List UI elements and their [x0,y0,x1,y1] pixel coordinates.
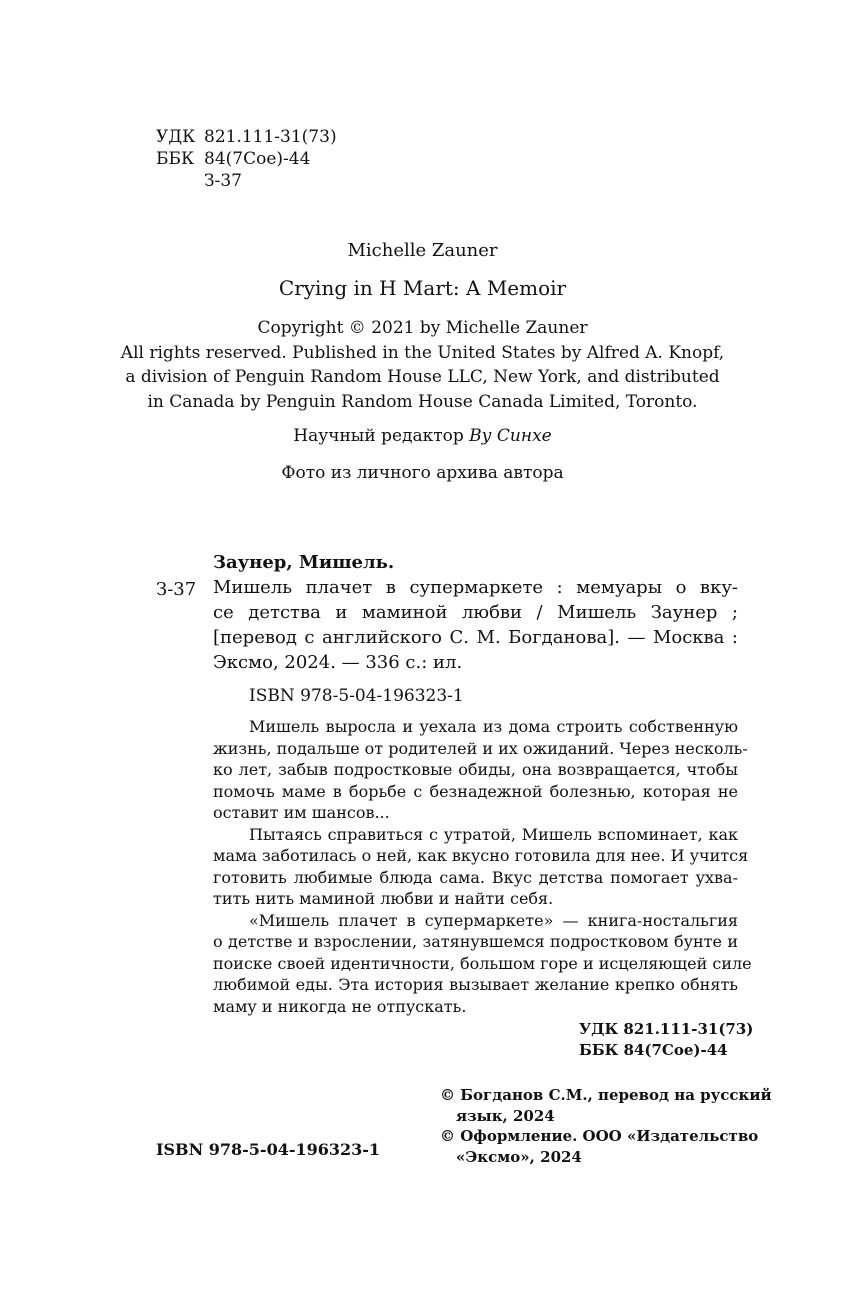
annotation-line: готовить любимые блюда сама. Вкус детства помогает ухва- [213,867,738,887]
bottom-isbn: ISBN 978-5-04-196323-1 [156,1140,381,1159]
copyright-line: Copyright © 2021 by Michelle Zauner [257,318,588,338]
catalog-description [213,575,738,675]
annotation [213,716,752,1017]
catalog-line: Эксмо, 2024. — 336 с.: ил. [213,652,463,673]
annotation-line: любимой еды. Эта история вызывает желание крепко обнять [213,975,738,994]
copyright-notice [0,316,845,414]
original-author: Michelle Zauner [347,240,498,261]
annotation-line: Мишель выросла и уехала из дома строить собственную [249,717,738,736]
bottom-bbk: ББК 84(7Сое)-44 [579,1041,728,1059]
catalog-isbn: ISBN 978-5-04-196323-1 [249,686,464,706]
classification-codes [156,126,337,192]
design-copyright: © Оформление. ООО «Издательство [440,1127,759,1145]
annotation-line: маму и никогда не отпускать. [213,996,467,1016]
udk-label: УДК [156,127,196,147]
catalog-author-sign: З-37 [156,579,197,600]
catalog-line: [перевод с английского С. М. Богданова]. — Москва : [213,627,738,648]
editor-name: Ву Синхе [469,426,552,446]
bottom-udk: УДК 821.111-31(73) [579,1020,754,1038]
annotation-line: мама заботилась о ней, как вкусно готовила для нее. И учится [213,846,749,865]
annotation-line: «Мишель плачет в супермаркете» — книга-ностальгия [249,910,738,930]
copyright-line: in Canada by Penguin Random House Canada Limited, Toronto. [147,391,698,412]
catalog-heading: Заунер, Мишель. [213,552,395,573]
udk-value: 821.111-31(73) [204,127,337,147]
bottom-classification [579,1019,753,1061]
annotation-line: Пытаясь справиться с утратой, Мишель вспоминает, как [249,824,738,844]
scientific-editor [0,426,845,446]
annotation-line: поиске своей идентичности, большом горе и исцеляющей силе [213,953,752,973]
copyright-line: All rights reserved. Published in the United States by Alfred A. Knopf, [120,342,725,363]
annotation-line: о детстве и взрослении, затянувшемся подростковом бунте и [213,932,738,951]
annotation-line: ко лет, забыв подростковые обиды, она возвращается, чтобы [213,760,738,779]
editor-label: Научный редактор [293,426,470,446]
original-title: Crying in H Mart: A Memoir [278,276,567,300]
annotation-line: жизнь, подальше от родителей и их ожиданий. Через несколь- [213,738,748,758]
translation-copyright: © Богданов С.М., перевод на русский [440,1086,772,1104]
bbk-label: ББК [156,149,195,169]
bbk-value: 84(7Сое)-44 [204,149,311,169]
author-sign: З-37 [204,171,242,191]
annotation-line: оставит им шансов... [213,803,390,822]
copyright-line: a division of Penguin Random House LLC, New York, and distributed [125,367,720,387]
russian-copyright [440,1085,772,1167]
catalog-line: Мишель плачет в супермаркете : мемуары о вку- [213,577,738,598]
photo-credit: Фото из личного архива автора [281,463,564,483]
annotation-line: тить нить маминой любви и найти себя. [213,889,554,908]
catalog-line: се детства и маминой любви / Мишель Заунер ; [213,602,738,623]
translation-copyright-cont: язык, 2024 [456,1106,555,1125]
design-copyright-cont: «Эксмо», 2024 [456,1147,582,1166]
annotation-line: помочь маме в борьбе с безнадежной болезнью, которая не [213,781,738,801]
